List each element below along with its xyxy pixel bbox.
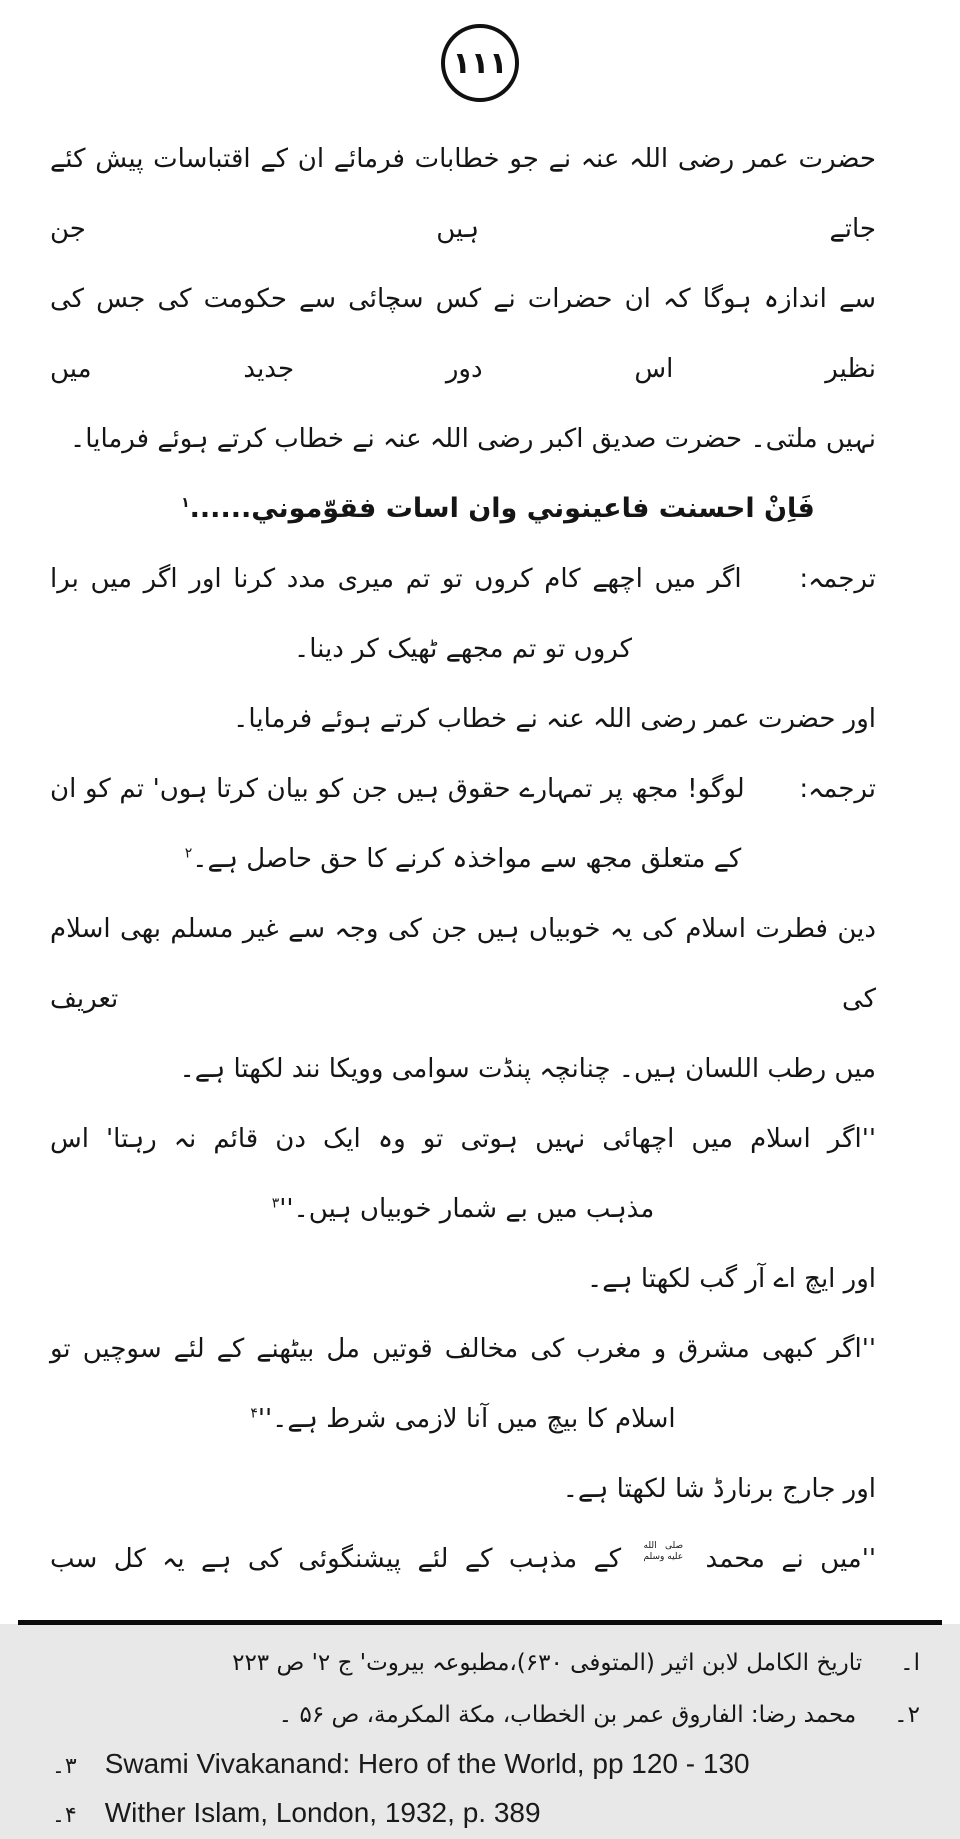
- arabic-quotation-line: [50, 474, 876, 544]
- footnotes-section: [0, 1633, 960, 1839]
- translation-text: کے متعلق مجھ سے مواخذہ کرنے کا حق حاصل ہے۔: [192, 844, 742, 874]
- quote-line: ''اگر اسلام میں اچھائی نہیں ہوتی تو وہ ایک دن قائم نہ رہتا' اس: [50, 1124, 876, 1154]
- quote-text: کے مذہب کے لئے پیشنگوئی کی ہے یہ کل سب: [50, 1544, 622, 1574]
- footnote-item: [50, 1637, 920, 1689]
- footnote-text: تاریخ الکامل لابن اثیر (المتوفی ۶۳۰)،مطبوعہ بیروت' ج ۲' ص ۲۲۳: [232, 1650, 863, 1676]
- paragraph-line: اور حضرت عمر رضی اللہ عنہ نے خطاب کرتے ہوئے فرمایا۔: [233, 704, 876, 734]
- footnote-item: [50, 1741, 920, 1790]
- quote-text: اسلام کا بیچ میں آنا لازمی شرط ہے۔'': [257, 1404, 676, 1434]
- translation-line: کروں تو تم مجھے ٹھیک کر دینا۔: [294, 634, 632, 664]
- quote-text: مذہب میں بے شمار خوبیاں ہیں۔'': [279, 1194, 655, 1224]
- footnote-item: [50, 1689, 920, 1741]
- footnote-marker: ۳۔: [52, 1754, 77, 1779]
- quote-line: ''اگر کبھی مشرق و مغرب کی مخالف قوتیں مل بیٹھنے کے لئے سوچیں تو: [50, 1334, 876, 1364]
- translation-line: [50, 824, 876, 894]
- quote-line: [50, 1174, 876, 1244]
- translation-line: [50, 754, 876, 824]
- paragraph-line: میں رطب اللسان ہیں۔ چنانچہ پنڈت سوامی وویکا نند لکھتا ہے۔: [179, 1054, 876, 1084]
- footnote-ref-3: ۳: [271, 1195, 280, 1212]
- arabic-quotation: فَاِنْ احسنت فاعينوني وان اسات فقوّموني......: [189, 493, 815, 524]
- footnote-item: [50, 1790, 920, 1839]
- footnote-marker: ۲۔: [894, 1702, 920, 1728]
- footnote-marker: ۴۔: [52, 1803, 77, 1828]
- quote-line: [50, 1384, 876, 1454]
- footnote-ref-4: ۴: [250, 1405, 258, 1422]
- paragraph-line: اور ایچ اے آر گب لکھتا ہے۔: [586, 1264, 876, 1294]
- pbuh-top: صلى الله: [643, 1540, 684, 1551]
- quote-text: ''میں نے محمد: [705, 1544, 877, 1574]
- body-text: [0, 124, 960, 1594]
- paragraph-line: سے اندازہ ہوگا کہ ان حضرات نے کس سچائی سے حکومت کی جس کی نظیر اس دور جدید میں: [50, 284, 876, 384]
- footnote-text: Swami Vivakanand: Hero of the World, pp 120 - 130: [104, 1748, 750, 1779]
- paragraph-line: [50, 1524, 876, 1594]
- footnote-ref-2: ۲: [184, 845, 193, 862]
- paragraph-line: دین فطرت اسلام کی یہ خوبیاں ہیں جن کی وجہ سے غیر مسلم بھی اسلام کی تعریف: [50, 914, 876, 1014]
- paragraph-line: نہیں ملتی۔ حضرت صدیق اکبر رضی اللہ عنہ نے خطاب کرتے ہوئے فرمایا۔: [70, 424, 876, 454]
- footnote-text: محمد رضا: الفاروق عمر بن الخطاب، مكة المكرمة، ص ۵۶ ۔: [278, 1702, 857, 1728]
- pbuh-symbol: [644, 1541, 684, 1563]
- footnote-rule: [18, 1620, 942, 1625]
- pbuh-bottom: عليه وسلم: [643, 1551, 684, 1562]
- page-number-badge: [441, 24, 519, 102]
- page-number: ۱۱۱: [452, 45, 508, 81]
- translation-label: ترجمہ:: [799, 774, 877, 804]
- footnote-marker: ا۔: [900, 1650, 920, 1676]
- translation-line: [50, 544, 876, 614]
- translation-text: اگر میں اچھے کام کروں تو تم میری مدد کرنا اور اگر میں برا: [50, 564, 742, 594]
- paragraph-line: اور جارج برنارڈ شا لکھتا ہے۔: [562, 1474, 876, 1504]
- translation-label: ترجمہ:: [799, 564, 876, 594]
- paragraph-line: حضرت عمر رضی اللہ عنہ نے جو خطابات فرمائے ان کے اقتباسات پیش کئے جاتے ہیں جن: [50, 144, 876, 244]
- translation-text: لوگو! مجھ پر تمہارے حقوق ہیں جن کو بیان کرتا ہوں' تم کو ان: [50, 774, 745, 804]
- footnote-text: Wither Islam, London, 1932, p. 389: [104, 1797, 541, 1828]
- footnote-ref-1: ۱: [181, 495, 190, 511]
